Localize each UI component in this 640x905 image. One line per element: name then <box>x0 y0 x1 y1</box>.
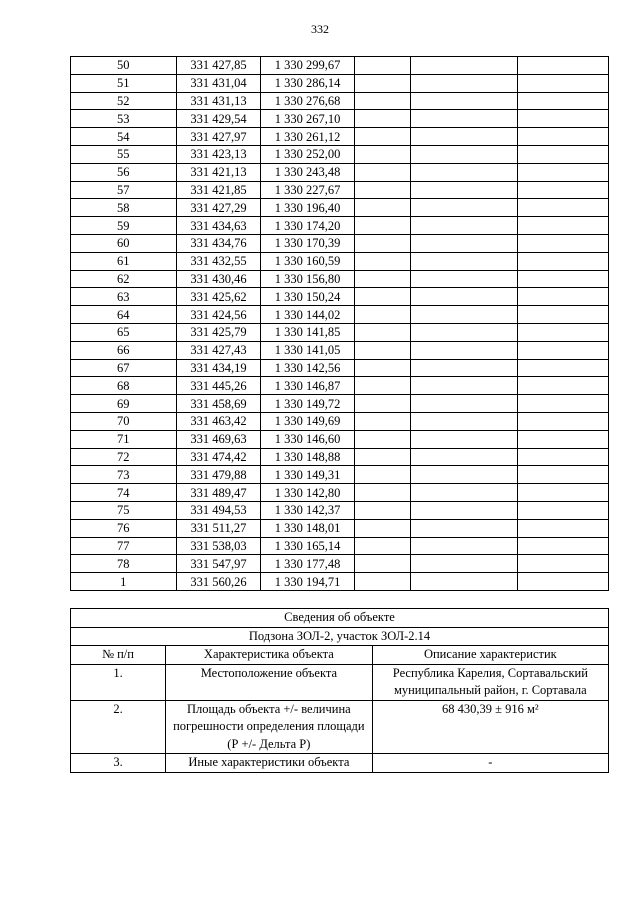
info-row <box>71 664 609 700</box>
coordinate-x: 331 431,04 <box>176 74 261 92</box>
coordinate-y: 1 330 149,31 <box>261 466 355 484</box>
coordinate-row <box>71 288 609 306</box>
point-number: 53 <box>71 110 177 128</box>
coordinate-y: 1 330 156,80 <box>261 270 355 288</box>
coordinate-x: 331 425,62 <box>176 288 261 306</box>
coordinates-table-body <box>71 57 609 591</box>
empty-cell <box>354 395 410 413</box>
coordinate-x: 331 432,55 <box>176 252 261 270</box>
coordinate-x: 331 547,97 <box>176 555 261 573</box>
coordinate-y: 1 330 142,37 <box>261 501 355 519</box>
info-subtitle-row <box>71 627 609 646</box>
coordinate-row <box>71 466 609 484</box>
empty-cell <box>517 74 608 92</box>
coordinate-x: 331 427,97 <box>176 128 261 146</box>
coordinate-x: 331 434,63 <box>176 217 261 235</box>
coordinate-row <box>71 519 609 537</box>
point-number: 69 <box>71 395 177 413</box>
empty-cell <box>410 145 517 163</box>
empty-cell <box>517 110 608 128</box>
empty-cell <box>354 181 410 199</box>
empty-cell <box>410 74 517 92</box>
coordinate-y: 1 330 194,71 <box>261 573 355 591</box>
empty-cell <box>354 145 410 163</box>
coordinate-x: 331 427,85 <box>176 57 261 75</box>
coordinate-x: 331 445,26 <box>176 377 261 395</box>
point-number: 56 <box>71 163 177 181</box>
coordinate-y: 1 330 267,10 <box>261 110 355 128</box>
info-title: Сведения об объекте <box>71 609 609 628</box>
coordinate-row <box>71 412 609 430</box>
empty-cell <box>517 341 608 359</box>
empty-cell <box>354 234 410 252</box>
coordinate-row <box>71 199 609 217</box>
empty-cell <box>410 110 517 128</box>
coordinates-table <box>70 56 609 591</box>
coordinate-x: 331 425,79 <box>176 323 261 341</box>
coordinate-row <box>71 234 609 252</box>
coordinate-row <box>71 341 609 359</box>
coordinate-x: 331 474,42 <box>176 448 261 466</box>
coordinate-y: 1 330 149,69 <box>261 412 355 430</box>
coordinate-y: 1 330 144,02 <box>261 306 355 324</box>
coordinate-y: 1 330 170,39 <box>261 234 355 252</box>
coordinate-y: 1 330 286,14 <box>261 74 355 92</box>
coordinate-y: 1 330 177,48 <box>261 555 355 573</box>
coordinate-y: 1 330 299,67 <box>261 57 355 75</box>
coordinate-x: 331 479,88 <box>176 466 261 484</box>
coordinate-row <box>71 145 609 163</box>
empty-cell <box>517 501 608 519</box>
empty-cell <box>354 128 410 146</box>
coordinate-y: 1 330 148,01 <box>261 519 355 537</box>
coordinate-row <box>71 448 609 466</box>
coordinate-row <box>71 306 609 324</box>
coordinate-row <box>71 74 609 92</box>
coordinate-x: 331 423,13 <box>176 145 261 163</box>
header-description: Описание характеристик <box>372 646 608 665</box>
empty-cell <box>410 519 517 537</box>
coordinate-y: 1 330 227,67 <box>261 181 355 199</box>
coordinate-x: 331 463,42 <box>176 412 261 430</box>
info-row-number: 3. <box>71 754 166 773</box>
empty-cell <box>517 412 608 430</box>
point-number: 61 <box>71 252 177 270</box>
empty-cell <box>410 430 517 448</box>
empty-cell <box>354 341 410 359</box>
empty-cell <box>517 288 608 306</box>
coordinate-x: 331 424,56 <box>176 306 261 324</box>
empty-cell <box>354 92 410 110</box>
point-number: 68 <box>71 377 177 395</box>
point-number: 72 <box>71 448 177 466</box>
point-number: 67 <box>71 359 177 377</box>
empty-cell <box>410 573 517 591</box>
empty-cell <box>410 92 517 110</box>
info-subtitle: Подзона ЗОЛ-2, участок ЗОЛ-2.14 <box>71 627 609 646</box>
empty-cell <box>410 217 517 235</box>
empty-cell <box>354 306 410 324</box>
coordinate-y: 1 330 142,80 <box>261 484 355 502</box>
coordinate-y: 1 330 141,05 <box>261 341 355 359</box>
coordinate-y: 1 330 142,56 <box>261 359 355 377</box>
coordinate-x: 331 538,03 <box>176 537 261 555</box>
coordinate-row <box>71 270 609 288</box>
empty-cell <box>410 199 517 217</box>
coordinate-x: 331 434,19 <box>176 359 261 377</box>
point-number: 73 <box>71 466 177 484</box>
info-row-characteristic: Площадь объекта +/- величина погрешности определения площади (Р +/- Дельта Р) <box>166 700 373 754</box>
coordinate-y: 1 330 165,14 <box>261 537 355 555</box>
coordinate-row <box>71 323 609 341</box>
empty-cell <box>354 484 410 502</box>
coordinate-x: 331 560,26 <box>176 573 261 591</box>
empty-cell <box>517 323 608 341</box>
empty-cell <box>517 430 608 448</box>
coordinate-row <box>71 217 609 235</box>
info-row-description: 68 430,39 ± 916 м² <box>372 700 608 754</box>
empty-cell <box>354 163 410 181</box>
coordinate-x: 331 427,29 <box>176 199 261 217</box>
empty-cell <box>354 537 410 555</box>
point-number: 54 <box>71 128 177 146</box>
coordinate-row <box>71 537 609 555</box>
coordinate-x: 331 494,53 <box>176 501 261 519</box>
coordinate-x: 331 469,63 <box>176 430 261 448</box>
empty-cell <box>354 573 410 591</box>
empty-cell <box>517 555 608 573</box>
empty-cell <box>354 74 410 92</box>
object-info-table <box>70 608 609 773</box>
point-number: 51 <box>71 74 177 92</box>
empty-cell <box>410 234 517 252</box>
empty-cell <box>354 57 410 75</box>
empty-cell <box>517 484 608 502</box>
empty-cell <box>354 501 410 519</box>
coordinate-x: 331 434,76 <box>176 234 261 252</box>
point-number: 76 <box>71 519 177 537</box>
empty-cell <box>410 270 517 288</box>
point-number: 71 <box>71 430 177 448</box>
coordinate-row <box>71 92 609 110</box>
coordinate-row <box>71 395 609 413</box>
point-number: 1 <box>71 573 177 591</box>
empty-cell <box>517 395 608 413</box>
point-number: 65 <box>71 323 177 341</box>
coordinate-row <box>71 181 609 199</box>
coordinate-y: 1 330 261,12 <box>261 128 355 146</box>
empty-cell <box>354 323 410 341</box>
empty-cell <box>517 199 608 217</box>
empty-cell <box>354 199 410 217</box>
empty-cell <box>354 412 410 430</box>
empty-cell <box>410 128 517 146</box>
point-number: 62 <box>71 270 177 288</box>
point-number: 74 <box>71 484 177 502</box>
empty-cell <box>354 448 410 466</box>
point-number: 70 <box>71 412 177 430</box>
info-row-characteristic: Иные характеристики объекта <box>166 754 373 773</box>
empty-cell <box>410 448 517 466</box>
coordinate-y: 1 330 141,85 <box>261 323 355 341</box>
empty-cell <box>410 412 517 430</box>
coordinate-row <box>71 359 609 377</box>
coordinate-y: 1 330 146,87 <box>261 377 355 395</box>
header-characteristic: Характеристика объекта <box>166 646 373 665</box>
empty-cell <box>410 306 517 324</box>
empty-cell <box>517 537 608 555</box>
page-number: 332 <box>311 22 329 36</box>
point-number: 75 <box>71 501 177 519</box>
coordinate-x: 331 421,13 <box>176 163 261 181</box>
coordinate-x: 331 427,43 <box>176 341 261 359</box>
empty-cell <box>517 519 608 537</box>
empty-cell <box>517 234 608 252</box>
empty-cell <box>517 181 608 199</box>
point-number: 63 <box>71 288 177 306</box>
header-number: № п/п <box>71 646 166 665</box>
info-row-number: 1. <box>71 664 166 700</box>
coordinate-x: 331 430,46 <box>176 270 261 288</box>
coordinate-row <box>71 128 609 146</box>
empty-cell <box>354 110 410 128</box>
empty-cell <box>354 555 410 573</box>
empty-cell <box>410 466 517 484</box>
empty-cell <box>517 217 608 235</box>
point-number: 52 <box>71 92 177 110</box>
empty-cell <box>517 270 608 288</box>
empty-cell <box>410 252 517 270</box>
coordinate-x: 331 421,85 <box>176 181 261 199</box>
coordinate-row <box>71 501 609 519</box>
point-number: 77 <box>71 537 177 555</box>
point-number: 55 <box>71 145 177 163</box>
coordinate-x: 331 489,47 <box>176 484 261 502</box>
coordinate-y: 1 330 149,72 <box>261 395 355 413</box>
coordinate-y: 1 330 196,40 <box>261 199 355 217</box>
empty-cell <box>517 377 608 395</box>
coordinate-row <box>71 555 609 573</box>
empty-cell <box>517 163 608 181</box>
coordinate-y: 1 330 276,68 <box>261 92 355 110</box>
empty-cell <box>410 341 517 359</box>
coordinate-row <box>71 252 609 270</box>
point-number: 60 <box>71 234 177 252</box>
coordinate-row <box>71 377 609 395</box>
info-row-characteristic: Местоположение объекта <box>166 664 373 700</box>
empty-cell <box>410 181 517 199</box>
empty-cell <box>517 306 608 324</box>
info-row <box>71 754 609 773</box>
empty-cell <box>354 252 410 270</box>
empty-cell <box>354 217 410 235</box>
empty-cell <box>354 288 410 306</box>
coordinate-row <box>71 163 609 181</box>
empty-cell <box>354 430 410 448</box>
coordinate-row <box>71 573 609 591</box>
empty-cell <box>410 359 517 377</box>
empty-cell <box>410 377 517 395</box>
empty-cell <box>410 537 517 555</box>
empty-cell <box>354 359 410 377</box>
empty-cell <box>410 395 517 413</box>
info-header-row <box>71 646 609 665</box>
empty-cell <box>410 484 517 502</box>
coordinate-y: 1 330 252,00 <box>261 145 355 163</box>
empty-cell <box>517 573 608 591</box>
coordinate-row <box>71 430 609 448</box>
empty-cell <box>354 466 410 484</box>
empty-cell <box>410 323 517 341</box>
coordinate-x: 331 429,54 <box>176 110 261 128</box>
empty-cell <box>517 145 608 163</box>
info-title-row <box>71 609 609 628</box>
empty-cell <box>517 57 608 75</box>
empty-cell <box>354 377 410 395</box>
coordinate-y: 1 330 243,48 <box>261 163 355 181</box>
coordinate-x: 331 511,27 <box>176 519 261 537</box>
coordinate-y: 1 330 160,59 <box>261 252 355 270</box>
empty-cell <box>517 359 608 377</box>
empty-cell <box>410 288 517 306</box>
empty-cell <box>517 466 608 484</box>
info-row-description: - <box>372 754 608 773</box>
point-number: 57 <box>71 181 177 199</box>
point-number: 78 <box>71 555 177 573</box>
point-number: 58 <box>71 199 177 217</box>
empty-cell <box>410 163 517 181</box>
empty-cell <box>517 92 608 110</box>
point-number: 64 <box>71 306 177 324</box>
coordinate-row <box>71 57 609 75</box>
empty-cell <box>517 252 608 270</box>
coordinate-y: 1 330 148,88 <box>261 448 355 466</box>
coordinate-y: 1 330 174,20 <box>261 217 355 235</box>
empty-cell <box>517 128 608 146</box>
empty-cell <box>410 555 517 573</box>
coordinate-x: 331 431,13 <box>176 92 261 110</box>
info-row-number: 2. <box>71 700 166 754</box>
coordinate-row <box>71 484 609 502</box>
coordinate-y: 1 330 146,60 <box>261 430 355 448</box>
coordinate-row <box>71 110 609 128</box>
point-number: 50 <box>71 57 177 75</box>
point-number: 66 <box>71 341 177 359</box>
empty-cell <box>410 57 517 75</box>
info-row <box>71 700 609 754</box>
empty-cell <box>354 270 410 288</box>
coordinate-y: 1 330 150,24 <box>261 288 355 306</box>
coordinate-x: 331 458,69 <box>176 395 261 413</box>
empty-cell <box>517 448 608 466</box>
info-row-description: Республика Карелия, Сортавальский муниципальный район, г. Сортавала <box>372 664 608 700</box>
empty-cell <box>410 501 517 519</box>
empty-cell <box>354 519 410 537</box>
point-number: 59 <box>71 217 177 235</box>
